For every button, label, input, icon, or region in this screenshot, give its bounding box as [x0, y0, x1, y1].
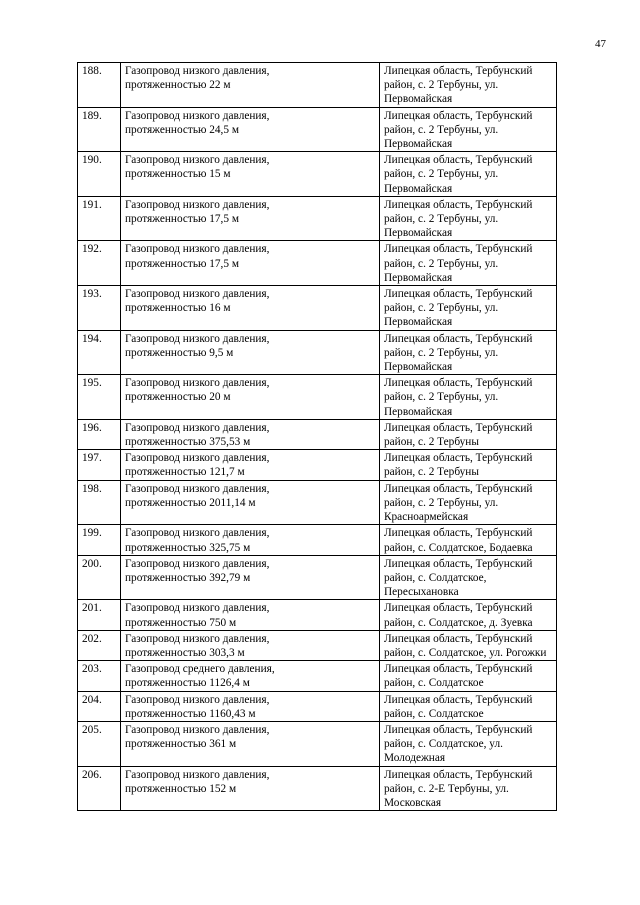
- table-row: [78, 330, 557, 375]
- object-name-cell: [121, 63, 380, 108]
- object-name-cell: [121, 480, 380, 525]
- object-name-cell: [121, 330, 380, 375]
- row-number: 200.: [78, 555, 121, 600]
- object-name-cell: [121, 375, 380, 420]
- table-row: [78, 63, 557, 108]
- address-cell: [380, 766, 557, 811]
- object-name-cell: [121, 630, 380, 660]
- address-line: район, с. 2 Тербуны, ул.: [384, 391, 499, 404]
- object-name-cell: [121, 721, 380, 766]
- address-line: Липецкая область, Тербунский: [384, 693, 533, 706]
- object-name-line: Газопровод низкого давления,: [125, 332, 270, 345]
- address-cell: [380, 480, 557, 525]
- row-number: 192.: [78, 241, 121, 286]
- object-name-line: протяженностью 15 м: [125, 168, 231, 181]
- object-name-line: Газопровод низкого давления,: [125, 723, 270, 736]
- object-name-line: протяженностью 325,75 м: [125, 541, 251, 554]
- address-line: Красноармейская: [384, 511, 469, 524]
- row-number: 202.: [78, 630, 121, 660]
- row-number: 196.: [78, 419, 121, 449]
- address-cell: [380, 196, 557, 241]
- address-line: Липецкая область, Тербунский: [384, 632, 533, 645]
- address-line: район, с. Солдатское, Бодаевка: [384, 541, 533, 554]
- row-number: 194.: [78, 330, 121, 375]
- table-row: [78, 152, 557, 197]
- object-name-cell: [121, 196, 380, 241]
- object-name-line: протяженностью 17,5 м: [125, 257, 239, 270]
- row-number: 191.: [78, 196, 121, 241]
- object-name-line: Газопровод низкого давления,: [125, 198, 270, 211]
- address-line: район, с. 2 Тербуны: [384, 436, 479, 449]
- object-name-line: Газопровод низкого давления,: [125, 65, 270, 77]
- table-row: [78, 766, 557, 811]
- address-line: район, с. 2 Тербуны, ул.: [384, 213, 499, 226]
- address-line: район, с. 2 Тербуны, ул.: [384, 302, 499, 315]
- registry-table-body: [78, 63, 557, 811]
- address-cell: [380, 525, 557, 555]
- address-line: Первомайская: [384, 405, 453, 418]
- address-line: Липецкая область, Тербунский: [384, 109, 533, 122]
- address-line: район, с. Солдатское, ул. Рогожки: [384, 646, 547, 659]
- object-name-line: протяженностью 392,79 м: [125, 571, 251, 584]
- address-line: район, с. 2 Тербуны, ул.: [384, 257, 499, 270]
- address-line: Первомайская: [384, 361, 453, 374]
- object-name-cell: [121, 661, 380, 691]
- row-number: 204.: [78, 691, 121, 721]
- address-line: Липецкая область, Тербунский: [384, 288, 533, 301]
- object-name-cell: [121, 450, 380, 480]
- table-row: [78, 286, 557, 331]
- table-row: [78, 419, 557, 449]
- address-line: район, с. Солдатское: [384, 707, 484, 720]
- table-row: [78, 450, 557, 480]
- address-line: Липецкая область, Тербунский: [384, 377, 533, 390]
- address-line: Липецкая область, Тербунский: [384, 198, 533, 211]
- address-line: Первомайская: [384, 227, 453, 240]
- table-row: [78, 525, 557, 555]
- object-name-line: Газопровод низкого давления,: [125, 768, 270, 781]
- address-cell: [380, 721, 557, 766]
- address-line: Молодежная: [384, 752, 446, 765]
- table-row: [78, 196, 557, 241]
- row-number: 199.: [78, 525, 121, 555]
- address-cell: [380, 691, 557, 721]
- page-number: 47: [595, 38, 606, 50]
- table-row: [78, 630, 557, 660]
- object-name-line: Газопровод среднего давления,: [125, 663, 275, 676]
- address-line: район, с. 2 Тербуны, ул.: [384, 346, 499, 359]
- address-cell: [380, 63, 557, 108]
- address-line: Липецкая область, Тербунский: [384, 768, 533, 781]
- object-name-line: протяженностью 121,7 м: [125, 466, 245, 479]
- object-name-cell: [121, 600, 380, 630]
- table-row: [78, 241, 557, 286]
- object-name-line: протяженностью 361 м: [125, 738, 237, 751]
- address-line: Липецкая область, Тербунский: [384, 243, 533, 256]
- object-name-line: протяженностью 9,5 м: [125, 346, 234, 359]
- object-name-cell: [121, 691, 380, 721]
- address-line: район, с. Солдатское: [384, 677, 484, 690]
- table-row: [78, 661, 557, 691]
- object-name-line: Газопровод низкого давления,: [125, 557, 270, 570]
- object-name-line: протяженностью 17,5 м: [125, 213, 239, 226]
- registry-table: [77, 62, 557, 811]
- row-number: 190.: [78, 152, 121, 197]
- address-cell: [380, 241, 557, 286]
- address-line: Липецкая область, Тербунский: [384, 65, 533, 77]
- object-name-line: Газопровод низкого давления,: [125, 109, 270, 122]
- object-name-line: Газопровод низкого давления,: [125, 377, 270, 390]
- object-name-line: протяженностью 152 м: [125, 782, 237, 795]
- object-name-line: протяженностью 1126,4 м: [125, 677, 250, 690]
- row-number: 205.: [78, 721, 121, 766]
- address-line: район, с. Солдатское,: [384, 571, 487, 584]
- object-name-cell: [121, 525, 380, 555]
- table-row: [78, 555, 557, 600]
- address-line: Липецкая область, Тербунский: [384, 663, 533, 676]
- object-name-line: протяженностью 16 м: [125, 302, 231, 315]
- address-line: Липецкая область, Тербунский: [384, 482, 533, 495]
- table-row: [78, 107, 557, 152]
- object-name-line: Газопровод низкого давления,: [125, 452, 270, 465]
- table-row: [78, 480, 557, 525]
- address-line: Липецкая область, Тербунский: [384, 452, 533, 465]
- address-line: район, с. 2 Тербуны, ул.: [384, 123, 499, 136]
- address-cell: [380, 600, 557, 630]
- address-line: район, с. 2 Тербуны, ул.: [384, 79, 499, 92]
- object-name-line: Газопровод низкого давления,: [125, 154, 270, 167]
- object-name-line: протяженностью 303,3 м: [125, 646, 245, 659]
- address-cell: [380, 286, 557, 331]
- address-line: район, с. 2 Тербуны: [384, 466, 479, 479]
- object-name-line: протяженностью 750 м: [125, 616, 237, 629]
- object-name-line: Газопровод низкого давления,: [125, 632, 270, 645]
- object-name-line: Газопровод низкого давления,: [125, 527, 270, 540]
- object-name-line: протяженностью 20 м: [125, 391, 231, 404]
- table-row: [78, 721, 557, 766]
- row-number: 195.: [78, 375, 121, 420]
- address-cell: [380, 330, 557, 375]
- object-name-line: Газопровод низкого давления,: [125, 421, 270, 434]
- object-name-line: протяженностью 22 м: [125, 79, 231, 92]
- address-cell: [380, 661, 557, 691]
- row-number: 189.: [78, 107, 121, 152]
- table-row: [78, 691, 557, 721]
- address-cell: [380, 419, 557, 449]
- object-name-cell: [121, 241, 380, 286]
- address-line: Пересыхановка: [384, 586, 459, 599]
- object-name-cell: [121, 766, 380, 811]
- address-line: Липецкая область, Тербунский: [384, 154, 533, 167]
- address-line: Первомайская: [384, 93, 453, 106]
- object-name-cell: [121, 286, 380, 331]
- table-row: [78, 375, 557, 420]
- address-line: Первомайская: [384, 138, 453, 151]
- row-number: 193.: [78, 286, 121, 331]
- address-line: Липецкая область, Тербунский: [384, 332, 533, 345]
- row-number: 198.: [78, 480, 121, 525]
- address-line: Липецкая область, Тербунский: [384, 602, 533, 615]
- address-line: Липецкая область, Тербунский: [384, 557, 533, 570]
- object-name-line: протяженностью 2011,14 м: [125, 496, 256, 509]
- address-line: Московская: [384, 796, 442, 809]
- address-cell: [380, 555, 557, 600]
- object-name-line: Газопровод низкого давления,: [125, 693, 270, 706]
- table-row: [78, 600, 557, 630]
- address-line: Липецкая область, Тербунский: [384, 421, 533, 434]
- object-name-line: Газопровод низкого давления,: [125, 482, 270, 495]
- object-name-cell: [121, 419, 380, 449]
- row-number: 203.: [78, 661, 121, 691]
- object-name-line: Газопровод низкого давления,: [125, 602, 270, 615]
- address-line: Липецкая область, Тербунский: [384, 527, 533, 540]
- row-number: 201.: [78, 600, 121, 630]
- address-line: район, с. 2 Тербуны, ул.: [384, 168, 499, 181]
- address-line: Липецкая область, Тербунский: [384, 723, 533, 736]
- object-name-line: протяженностью 375,53 м: [125, 436, 251, 449]
- object-name-line: Газопровод низкого давления,: [125, 288, 270, 301]
- address-cell: [380, 107, 557, 152]
- address-line: район, с. Солдатское, ул.: [384, 738, 503, 751]
- address-line: район, с. 2 Тербуны, ул.: [384, 496, 499, 509]
- address-cell: [380, 152, 557, 197]
- object-name-line: протяженностью 24,5 м: [125, 123, 239, 136]
- object-name-line: протяженностью 1160,43 м: [125, 707, 256, 720]
- row-number: 206.: [78, 766, 121, 811]
- address-cell: [380, 375, 557, 420]
- object-name-line: Газопровод низкого давления,: [125, 243, 270, 256]
- address-line: Первомайская: [384, 182, 453, 195]
- address-line: район, с. Солдатское, д. Зуевка: [384, 616, 533, 629]
- address-cell: [380, 630, 557, 660]
- object-name-cell: [121, 107, 380, 152]
- address-cell: [380, 450, 557, 480]
- address-line: район, с. 2-Е Тербуны, ул.: [384, 782, 509, 795]
- address-line: Первомайская: [384, 271, 453, 284]
- row-number: 188.: [78, 63, 121, 108]
- row-number: 197.: [78, 450, 121, 480]
- object-name-cell: [121, 555, 380, 600]
- address-line: Первомайская: [384, 316, 453, 329]
- object-name-cell: [121, 152, 380, 197]
